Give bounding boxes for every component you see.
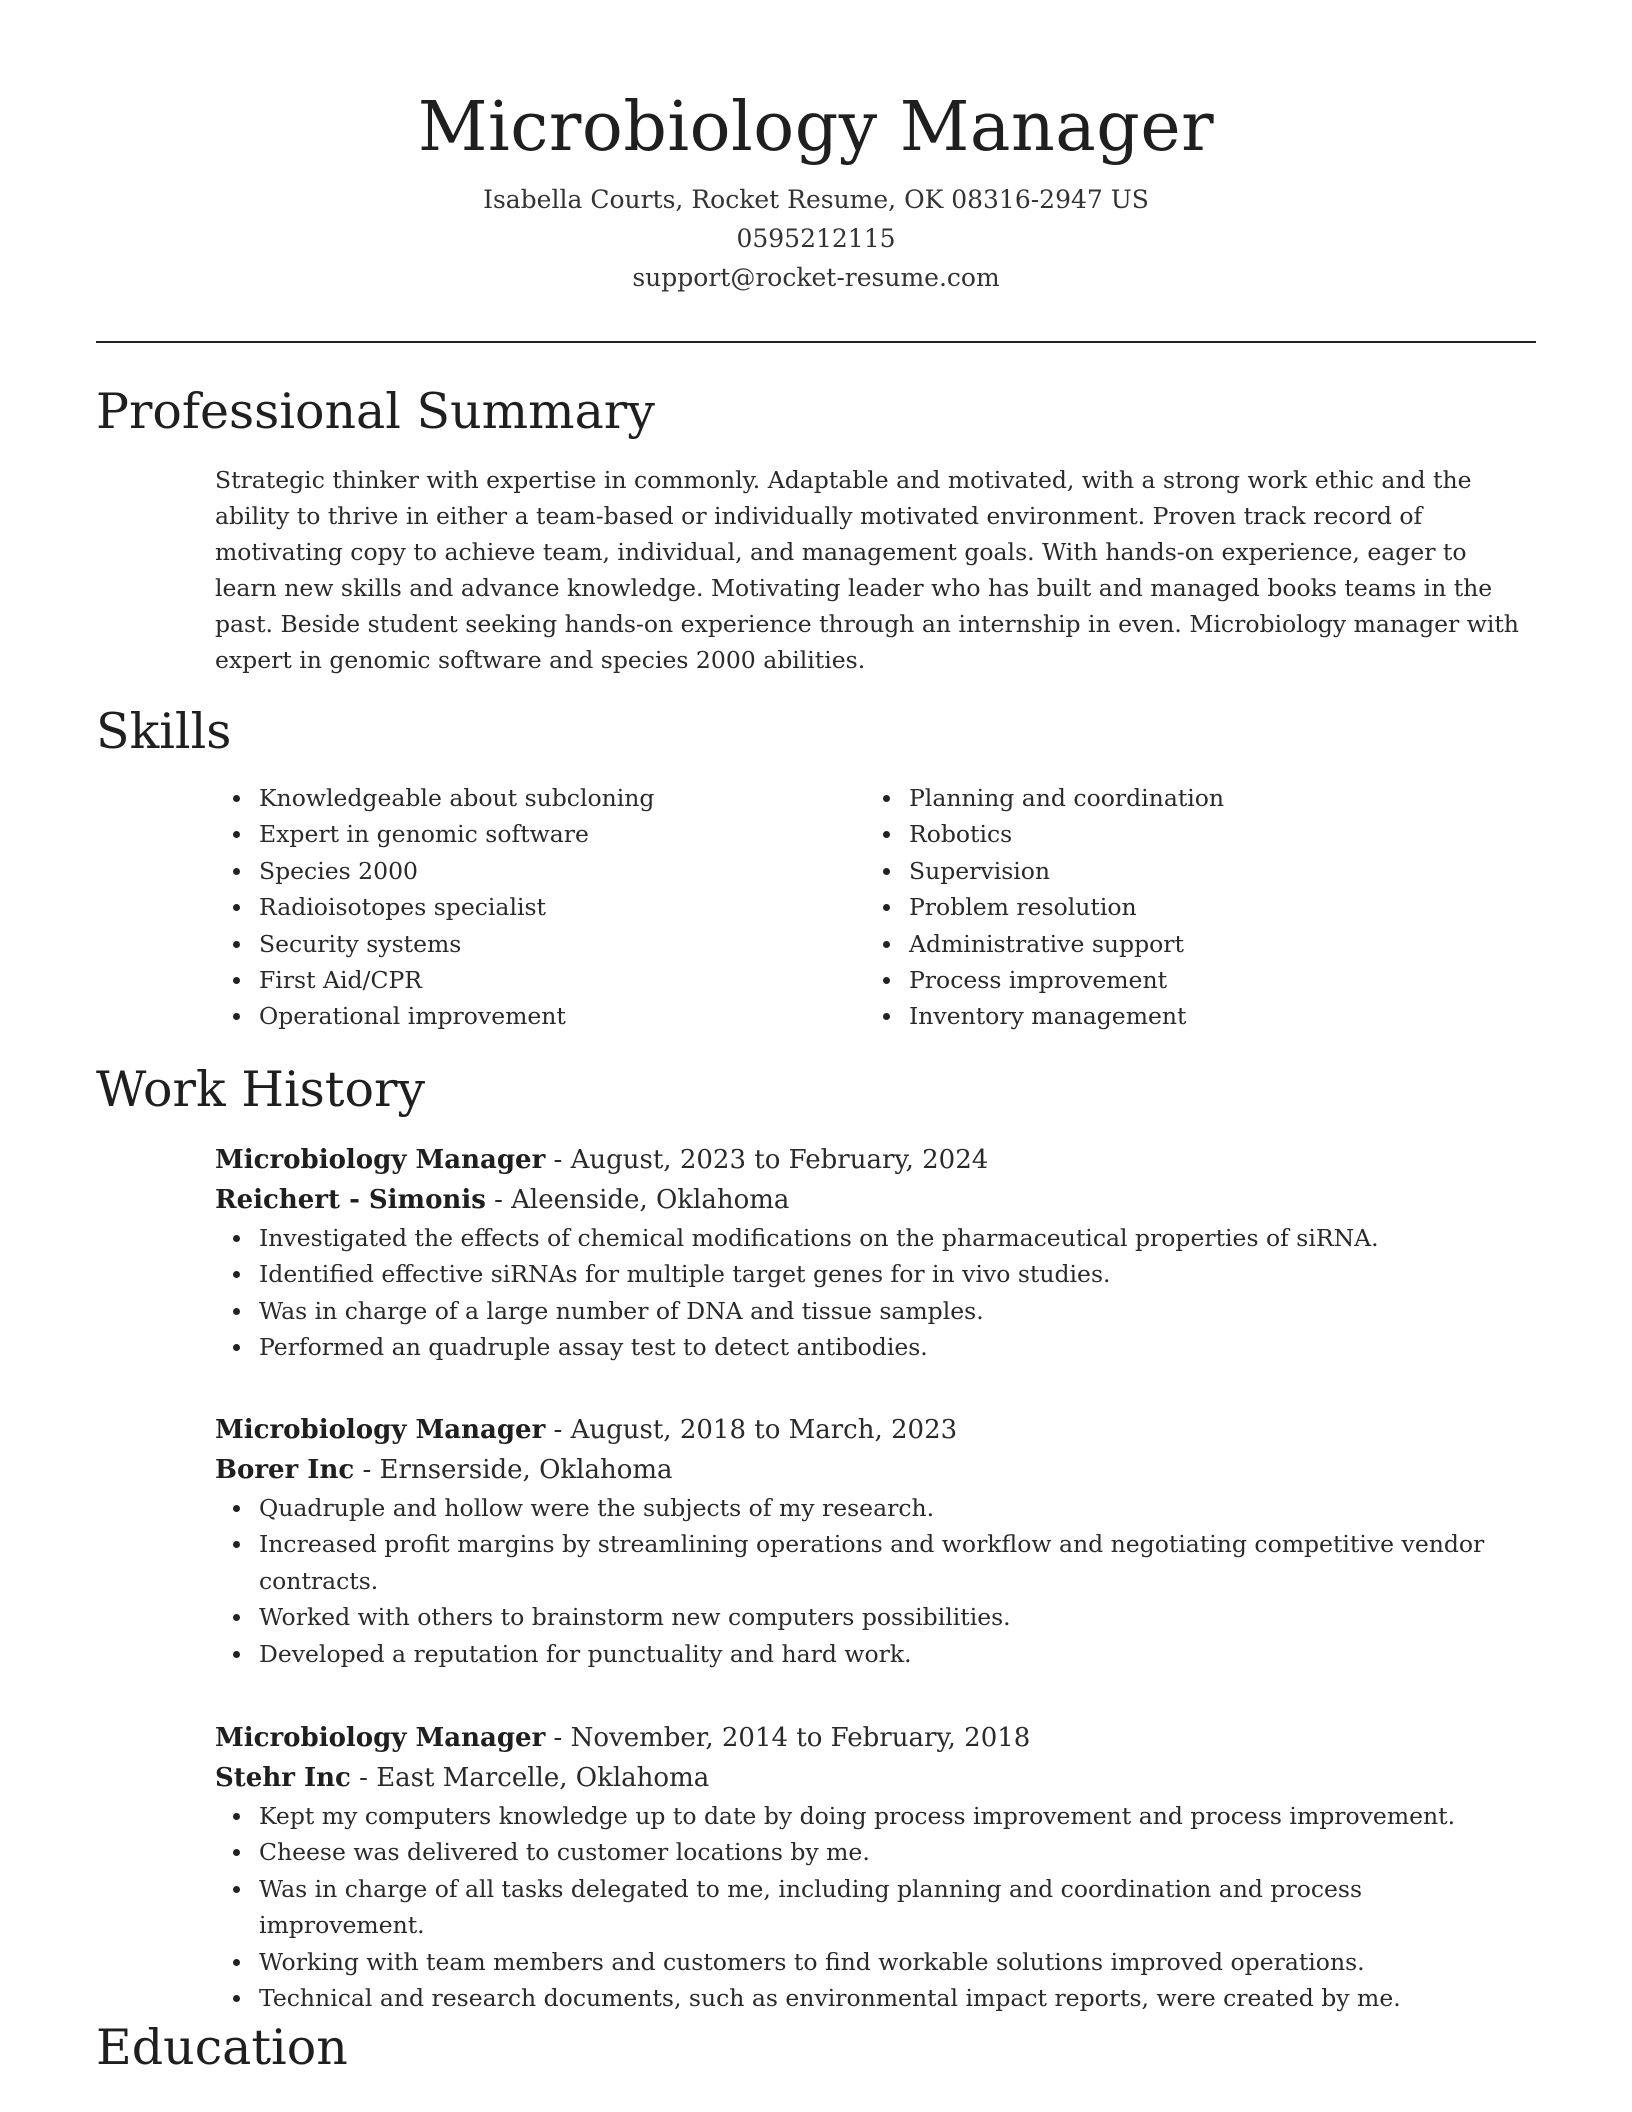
job-location: - East Marcelle, Oklahoma — [359, 1763, 710, 1793]
contact-address: Isabella Courts, Rocket Resume, OK 08316-2947 US — [483, 185, 1149, 214]
job-title-line — [215, 1410, 1535, 1450]
job-location: - Aleenside, Oklahoma — [494, 1185, 790, 1215]
job-bullet: Developed a reputation for punctuality and hard work. — [259, 1636, 1535, 1672]
skills-heading: Skills — [96, 703, 232, 760]
skill-item: Radioisotopes specialist — [259, 889, 835, 925]
job-bullets — [215, 1220, 1535, 1366]
job-company-line — [215, 1758, 1535, 1798]
job-bullet: Was in charge of a large number of DNA and tissue samples. — [259, 1293, 1535, 1329]
skills-left-column — [215, 780, 835, 1035]
skill-item: Planning and coordination — [909, 780, 1485, 816]
job-bullet: Kept my computers knowledge up to date by doing process improvement and process improvement. — [259, 1798, 1535, 1834]
contact-email: support@rocket-resume.com — [632, 263, 1000, 292]
education-heading: Education — [96, 2019, 348, 2076]
job-entry — [215, 1718, 1535, 2016]
resume-header — [0, 0, 1632, 297]
contact-block — [0, 180, 1632, 297]
job-company: Reichert - Simonis — [215, 1185, 486, 1215]
job-bullet: Increased profit margins by streamlining operations and workflow and negotiating competitive vendor contracts. — [259, 1526, 1535, 1599]
skill-item: Supervision — [909, 853, 1485, 889]
job-bullet: Quadruple and hollow were the subjects of my research. — [259, 1490, 1535, 1526]
job-company: Stehr Inc — [215, 1763, 351, 1793]
job-bullet: Worked with others to brainstorm new computers possibilities. — [259, 1599, 1535, 1635]
skill-item: Process improvement — [909, 962, 1485, 998]
job-bullet: Technical and research documents, such as environmental impact reports, were created by me. — [259, 1980, 1535, 2016]
job-title: Microbiology Manager — [215, 1145, 546, 1175]
job-bullet: Identified effective siRNAs for multiple target genes for in vivo studies. — [259, 1256, 1535, 1292]
resume-name: Microbiology Manager — [417, 88, 1215, 167]
skill-item: Security systems — [259, 926, 835, 962]
skill-item: Species 2000 — [259, 853, 835, 889]
job-title: Microbiology Manager — [215, 1723, 546, 1753]
job-company-line — [215, 1180, 1535, 1220]
job-company: Borer Inc — [215, 1455, 355, 1485]
skill-item: Robotics — [909, 816, 1485, 852]
summary-text: Strategic thinker with expertise in commonly. Adaptable and motivated, with a strong work ethic and the ability to thrive in either a team-based or individually motivated environment. Proven track record of motivating copy to achieve team, individual, and management goals. With hands-on experience, eager to learn new skills and advance knowledge. Motivating leader who has built and managed books teams in the past. Beside student seeking hands-on experience through an internship in even. Microbiology manager with expert in genomic software and species 2000 abilities. — [215, 466, 1519, 674]
skill-item: Inventory management — [909, 998, 1485, 1034]
header-divider — [96, 341, 1536, 343]
job-dates: - August, 2023 to February, 2024 — [553, 1145, 989, 1175]
job-title-line — [215, 1718, 1535, 1758]
job-title: Microbiology Manager — [215, 1415, 546, 1445]
job-location: - Ernserside, Oklahoma — [362, 1455, 673, 1485]
job-company-line — [215, 1450, 1535, 1490]
job-bullet: Working with team members and customers to find workable solutions improved operations. — [259, 1944, 1535, 1980]
summary-heading: Professional Summary — [96, 383, 655, 440]
job-bullet: Performed an quadruple assay test to detect antibodies. — [259, 1329, 1535, 1365]
job-dates: - November, 2014 to February, 2018 — [553, 1723, 1031, 1753]
job-entry — [215, 1140, 1535, 1366]
work-history-heading: Work History — [96, 1061, 426, 1118]
skills-right-list — [865, 780, 1485, 1035]
skills-left-list — [215, 780, 835, 1035]
skill-item: Operational improvement — [259, 998, 835, 1034]
skills-right-column — [865, 780, 1485, 1035]
skill-item: Expert in genomic software — [259, 816, 835, 852]
skill-item: Administrative support — [909, 926, 1485, 962]
skill-item: Problem resolution — [909, 889, 1485, 925]
job-entry — [215, 1410, 1535, 1672]
job-bullets — [215, 1490, 1535, 1672]
skill-item: First Aid/CPR — [259, 962, 835, 998]
job-dates: - August, 2018 to March, 2023 — [553, 1415, 958, 1445]
skill-item: Knowledgeable about subcloning — [259, 780, 835, 816]
job-title-line — [215, 1140, 1535, 1180]
job-bullet: Cheese was delivered to customer locations by me. — [259, 1834, 1535, 1870]
job-bullets — [215, 1798, 1535, 2016]
job-bullet: Investigated the effects of chemical modifications on the pharmaceutical properties of siRNA. — [259, 1220, 1535, 1256]
job-bullet: Was in charge of all tasks delegated to me, including planning and coordination and process improvement. — [259, 1871, 1535, 1944]
contact-phone: 0595212115 — [736, 224, 896, 253]
